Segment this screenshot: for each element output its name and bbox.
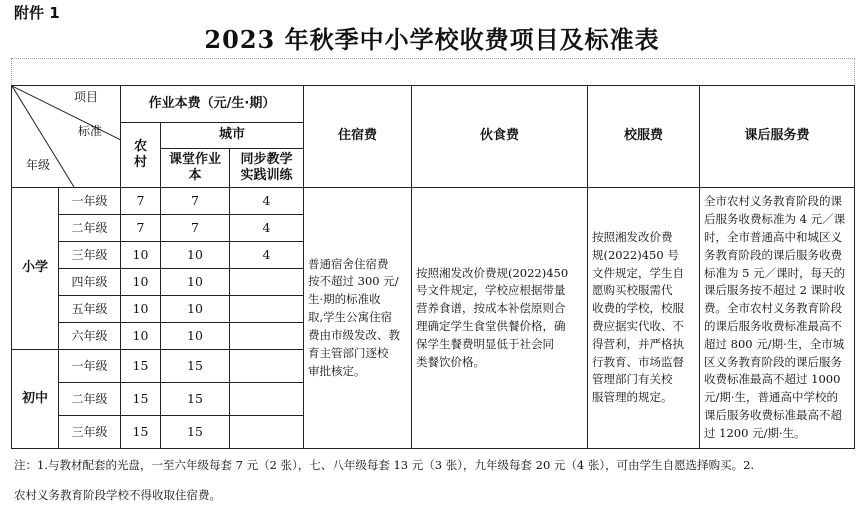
primary-level-label: 小学 — [12, 188, 59, 350]
sync-training-header: 同步教学实践训练 — [230, 149, 304, 188]
urban-classroom-fee-cell: 15 — [161, 416, 230, 449]
meals-description: 按照湘发改价费规(2022)450 号文件规定，学校应根据带量 营养食谱，按成本补偿原则合 理确定学生食堂供餐价格，确 保学生餐费明显低于社会同 类餐饮价格。 — [412, 188, 588, 449]
urban-sync-fee-cell: 4 — [230, 242, 304, 269]
after-school-header: 课后服务费 — [700, 86, 855, 188]
urban-sync-fee-cell — [230, 350, 304, 383]
page-title: 2023 年秋季中小学校收费项目及标准表 — [204, 25, 660, 54]
rural-fee-cell: 7 — [121, 215, 161, 242]
rural-fee-cell: 10 — [121, 323, 161, 350]
urban-classroom-fee-cell: 7 — [161, 215, 230, 242]
accommodation-header: 住宿费 — [304, 86, 412, 188]
corner-grade-label: 年级 — [26, 158, 51, 172]
classroom-homework-header: 课堂作业本 — [161, 149, 230, 188]
uniform-description: 按照湘发改价费 规(2022)450 号 文件规定，学生自 愿购买校服需代 收费的学校，校服 费应据实代收、不 得营利，并严格执 行教育、市场监督 管理部门有关校 服管理的规定。 — [588, 188, 700, 449]
rural-fee-cell: 10 — [121, 296, 161, 323]
rural-header: 农村 — [121, 123, 161, 188]
grade-cell: 六年级 — [59, 323, 121, 350]
urban-sync-fee-cell: 4 — [230, 188, 304, 215]
grade-cell: 二年级 — [59, 383, 121, 416]
rural-fee-cell: 15 — [121, 350, 161, 383]
attachment-label: 附件 1 — [14, 4, 60, 22]
rural-fee-cell: 15 — [121, 416, 161, 449]
urban-classroom-fee-cell: 15 — [161, 350, 230, 383]
grade-cell: 三年级 — [59, 416, 121, 449]
urban-sync-fee-cell — [230, 323, 304, 350]
uniform-header: 校服费 — [588, 86, 700, 188]
grade-cell: 一年级 — [59, 350, 121, 383]
corner-standard-label: 标准 — [78, 124, 103, 138]
grade-cell: 二年级 — [59, 215, 121, 242]
fee-table — [11, 85, 855, 449]
grade-cell: 五年级 — [59, 296, 121, 323]
urban-classroom-fee-cell: 15 — [161, 383, 230, 416]
urban-classroom-fee-cell: 10 — [161, 242, 230, 269]
footnote-line-2: 农村义务教育阶段学校不得收取住宿费。 — [14, 488, 221, 502]
meals-header: 伙食费 — [412, 86, 588, 188]
urban-header: 城市 — [161, 123, 304, 149]
workbook-fee-header: 作业本费（元/生·期） — [121, 86, 304, 123]
urban-sync-fee-cell — [230, 269, 304, 296]
junior-level-label: 初中 — [12, 350, 59, 449]
dotted-frame — [11, 58, 855, 86]
corner-item-label: 项目 — [74, 90, 99, 104]
after-school-description: 全市农村义务教育阶段的课 后服务收费标准为 4 元／课 时，全市普通高中和城区义 务教育阶段的课后服务收费 标准为 5 元／课时，每天的 课后服务按不超过 2 课时收 费。全市农村义务教育阶段 的课后服务收费标准最高不 超过 800 元/期·生，全市城 区义务教育阶段的课后服务 收费标准最高不超过 1000 元/期·生，普通高中学校的 课后服务收费标准最高不超 过 1200 元/期·生。 — [700, 188, 855, 449]
grade-cell: 一年级 — [59, 188, 121, 215]
grade-cell: 四年级 — [59, 269, 121, 296]
urban-sync-fee-cell — [230, 416, 304, 449]
rural-fee-cell: 7 — [121, 188, 161, 215]
footnote-line-1: 注：1.与教材配套的光盘，一至六年级每套 7 元（2 张），七、八年级每套 13 元（3 张），九年级每套 20 元（4 张），可由学生自愿选择购买。2. — [14, 458, 755, 472]
urban-classroom-fee-cell: 7 — [161, 188, 230, 215]
rural-fee-cell: 10 — [121, 242, 161, 269]
urban-sync-fee-cell — [230, 383, 304, 416]
grade-cell: 三年级 — [59, 242, 121, 269]
urban-sync-fee-cell — [230, 296, 304, 323]
urban-sync-fee-cell: 4 — [230, 215, 304, 242]
header-corner-cell — [12, 86, 121, 188]
accommodation-description: 普通宿舍住宿费 按不超过 300 元/ 生·期的标准收 取,学生公寓住宿 费由市级发改、教 育主管部门逐校 审批核定。 — [304, 188, 412, 449]
urban-classroom-fee-cell: 10 — [161, 296, 230, 323]
rural-fee-cell: 10 — [121, 269, 161, 296]
urban-classroom-fee-cell: 10 — [161, 323, 230, 350]
rural-fee-cell: 15 — [121, 383, 161, 416]
urban-classroom-fee-cell: 10 — [161, 269, 230, 296]
